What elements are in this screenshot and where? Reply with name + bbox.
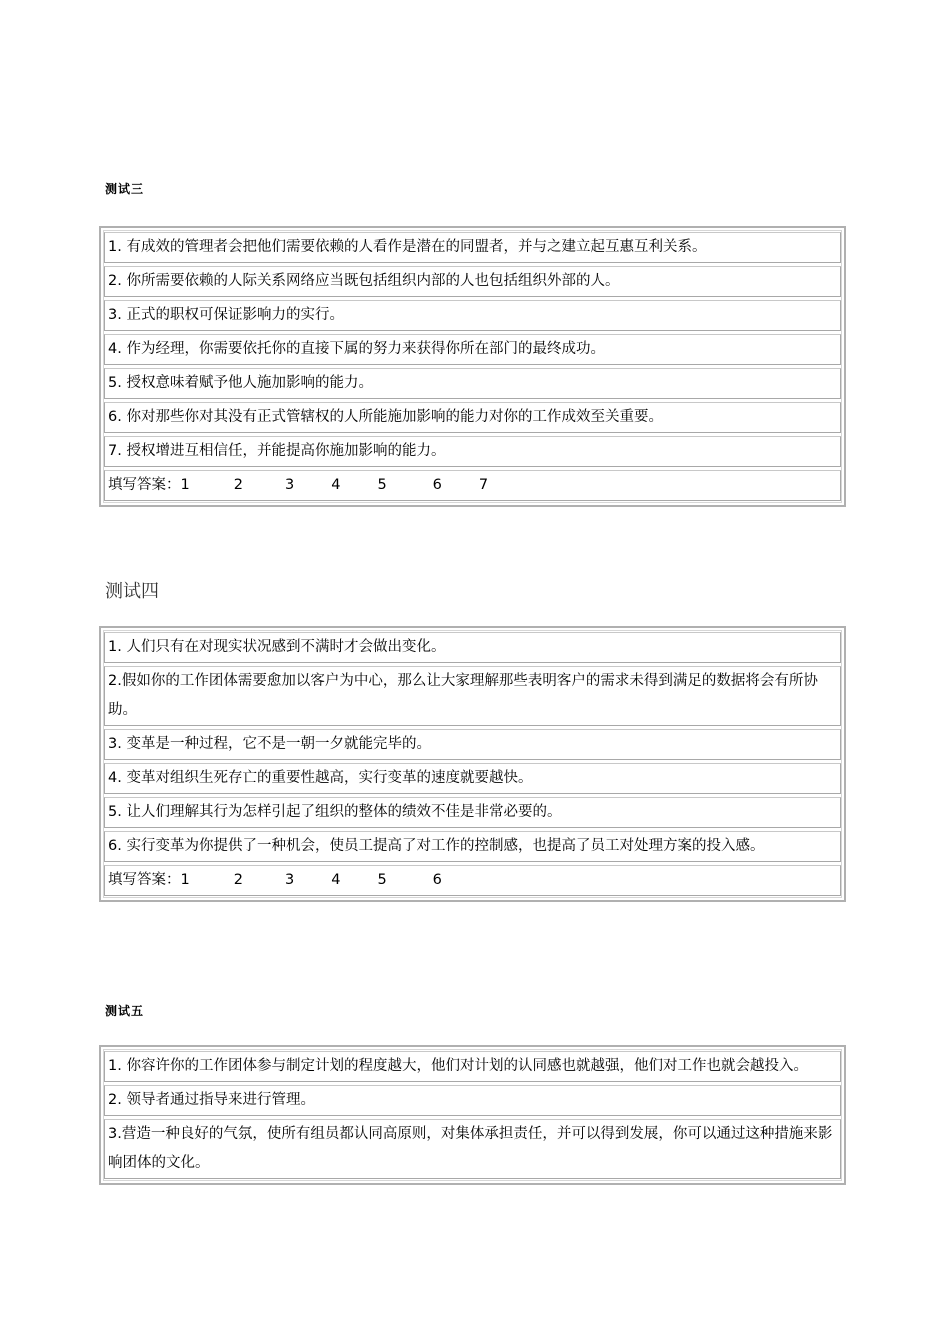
question-table-test4 — [99, 626, 846, 902]
answer-label: 填写答案： — [108, 477, 181, 493]
answer-row — [104, 470, 841, 501]
question-item: 5. 授权意味着赋予他人施加影响的能力。 — [104, 368, 841, 399]
question-item: 1. 你容许你的工作团体参与制定计划的程度越大，他们对计划的认同感也就越强，他们对工作也就会越投入。 — [104, 1051, 841, 1082]
question-item: 4. 作为经理，你需要依托你的直接下属的努力来获得你所在部门的最终成功。 — [104, 334, 841, 365]
answer-number: 4 — [331, 477, 341, 493]
question-item: 3.营造一种良好的气氛，使所有组员都认同高原则，对集体承担责任，并可以得到发展，你可以通过这种措施来影响团体的文化。 — [104, 1119, 841, 1179]
answer-number: 1 — [180, 872, 190, 888]
question-item: 5. 让人们理解其行为怎样引起了组织的整体的绩效不佳是非常必要的。 — [104, 797, 841, 828]
section-title-test3: 测试三 — [105, 182, 145, 196]
question-table-test5 — [99, 1045, 846, 1185]
question-item: 1. 人们只有在对现实状况感到不满时才会做出变化。 — [104, 632, 841, 663]
question-item: 2.假如你的工作团体需要愈加以客户为中心，那么让大家理解那些表明客户的需求未得到满足的数据将会有所协助。 — [104, 666, 841, 726]
answer-number: 3 — [284, 477, 295, 493]
question-table-test3 — [99, 226, 846, 507]
question-item: 6. 实行变革为你提供了一种机会，使员工提高了对工作的控制感，也提高了员工对处理方案的投入感。 — [104, 831, 841, 862]
answer-number: 5 — [377, 477, 387, 493]
answer-number: 6 — [432, 872, 442, 888]
answer-number: 2 — [233, 477, 243, 493]
answer-number: 4 — [331, 872, 341, 888]
question-item: 3. 正式的职权可保证影响力的实行。 — [104, 300, 841, 331]
answer-label: 填写答案： — [108, 872, 181, 888]
answer-number: 6 — [432, 477, 442, 493]
question-item: 7. 授权增进互相信任，并能提高你施加影响的能力。 — [104, 436, 841, 467]
question-item: 2. 领导者通过指导来进行管理。 — [104, 1085, 841, 1116]
section-title-test5: 测试五 — [105, 1004, 145, 1018]
answer-number: 1 — [180, 477, 190, 493]
answer-row — [104, 865, 841, 896]
question-item: 4. 变革对组织生死存亡的重要性越高，实行变革的速度就要越快。 — [104, 763, 841, 794]
section-title-test4: 测试四 — [105, 581, 159, 602]
question-item: 6. 你对那些你对其没有正式管辖权的人所能施加影响的能力对你的工作成效至关重要。 — [104, 402, 841, 433]
answer-number: 2 — [233, 872, 243, 888]
answer-number: 7 — [478, 477, 489, 493]
question-item: 1. 有成效的管理者会把他们需要依赖的人看作是潜在的同盟者，并与之建立起互惠互利关系。 — [104, 232, 841, 263]
question-item: 2. 你所需要依赖的人际关系网络应当既包括组织内部的人也包括组织外部的人。 — [104, 266, 841, 297]
answer-number: 3 — [284, 872, 295, 888]
answer-number: 5 — [377, 872, 387, 888]
question-item: 3. 变革是一种过程，它不是一朝一夕就能完毕的。 — [104, 729, 841, 760]
